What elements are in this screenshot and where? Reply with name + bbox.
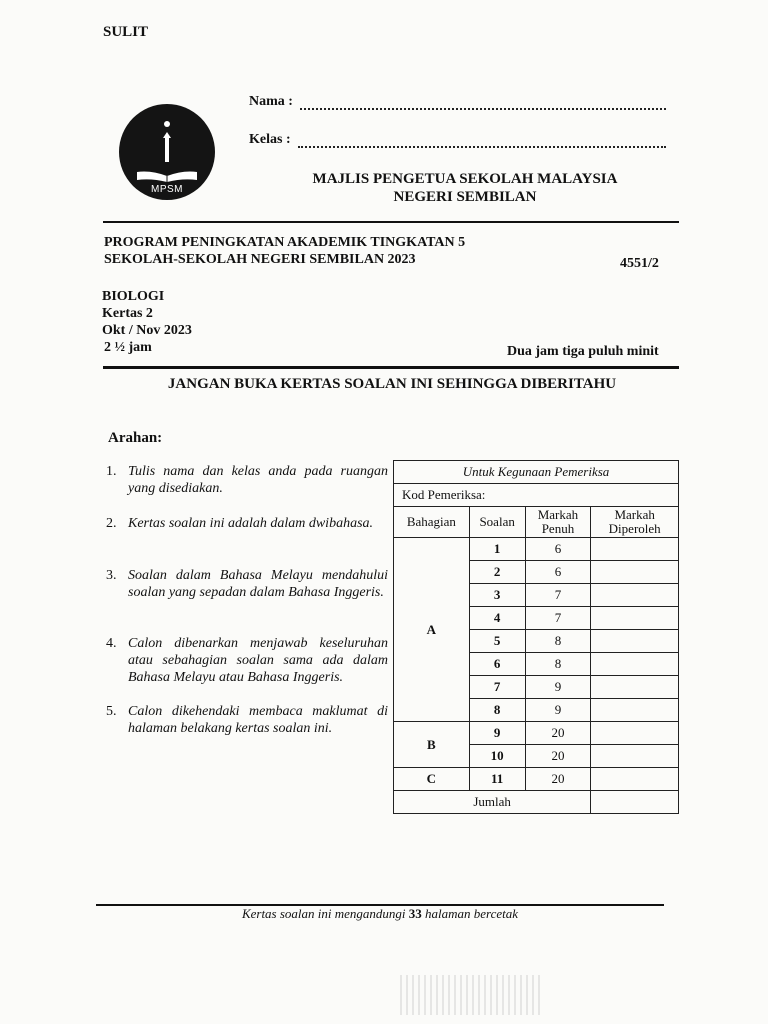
footer-text-pre: Kertas soalan ini mengandungi — [241, 906, 406, 921]
instruction-text: Calon dibenarkan menjawab keseluruhan atau sebahagian soalan sama ada dalam Bahasa Melayu atau Bahasa Inggeris. — [128, 636, 388, 685]
duration-words: Dua jam tiga puluh minit — [507, 344, 659, 359]
instruction-number: 5. — [106, 704, 117, 719]
instruction-item — [106, 635, 388, 686]
question-number: 3 — [469, 584, 525, 607]
section-b: B — [394, 722, 470, 768]
question-number: 9 — [469, 722, 525, 745]
instruction-text: Soalan dalam Bahasa Melayu mendahului soalan yang sepadan dalam Bahasa Inggeris. — [128, 568, 388, 600]
footer-note — [96, 906, 664, 922]
header-markah-penuh: Markah Penuh — [525, 507, 591, 538]
program-title — [104, 234, 465, 268]
program-line-2: SEKOLAH-SEKOLAH NEGERI SEMBILAN 2023 — [104, 252, 416, 267]
question-number: 6 — [469, 653, 525, 676]
total-label: Jumlah — [394, 791, 591, 814]
full-marks: 7 — [525, 607, 591, 630]
instruction-number: 1. — [106, 464, 117, 479]
full-marks: 6 — [525, 538, 591, 561]
instruction-item — [106, 463, 388, 497]
footer-page-count: 33 — [408, 906, 422, 921]
full-marks: 20 — [525, 722, 591, 745]
question-number: 11 — [469, 768, 525, 791]
name-field[interactable] — [300, 108, 666, 110]
open-book-icon — [135, 170, 199, 182]
marks-obtained[interactable] — [591, 722, 679, 745]
marks-obtained[interactable] — [591, 653, 679, 676]
crescent-star-icon — [149, 110, 185, 170]
marks-obtained[interactable] — [591, 584, 679, 607]
marks-obtained[interactable] — [591, 768, 679, 791]
paper-code: 4551/2 — [620, 256, 659, 271]
instruction-text: Kertas soalan ini adalah dalam dwibahasa. — [128, 516, 374, 531]
marks-obtained[interactable] — [591, 676, 679, 699]
instruction-text: Tulis nama dan kelas anda pada ruangan yang disediakan. — [128, 464, 388, 496]
name-label: Nama : — [249, 94, 293, 109]
council-name — [250, 170, 680, 206]
total-marks-obtained[interactable] — [591, 791, 679, 814]
footer-text-post: halaman bercetak — [425, 906, 519, 921]
marks-obtained[interactable] — [591, 745, 679, 768]
paper-number: Kertas 2 — [102, 306, 153, 321]
question-number: 2 — [469, 561, 525, 584]
table-row — [394, 791, 679, 814]
subject-block — [102, 288, 192, 356]
examiner-code[interactable]: Kod Pemeriksa: — [394, 484, 679, 507]
divider-top — [103, 221, 679, 223]
question-number: 4 — [469, 607, 525, 630]
full-marks: 9 — [525, 699, 591, 722]
header-soalan: Soalan — [469, 507, 525, 538]
instruction-item — [106, 567, 388, 601]
table-row — [394, 768, 679, 791]
question-number: 5 — [469, 630, 525, 653]
instruction-number: 2. — [106, 516, 117, 531]
marks-obtained[interactable] — [591, 561, 679, 584]
instruction-item — [106, 515, 388, 532]
section-a: A — [394, 538, 470, 722]
examiner-table — [393, 460, 679, 814]
marks-obtained[interactable] — [591, 699, 679, 722]
instruction-item — [106, 703, 388, 737]
instruction-number: 4. — [106, 636, 117, 651]
question-number: 1 — [469, 538, 525, 561]
full-marks: 7 — [525, 584, 591, 607]
exam-hours: 2 ½ jam — [104, 340, 152, 355]
marks-obtained[interactable] — [591, 607, 679, 630]
section-c: C — [394, 768, 470, 791]
marks-obtained[interactable] — [591, 630, 679, 653]
full-marks: 8 — [525, 653, 591, 676]
full-marks: 8 — [525, 630, 591, 653]
warning-text: JANGAN BUKA KERTAS SOALAN INI SEHINGGA DIBERITAHU — [167, 376, 617, 392]
class-label: Kelas : — [249, 132, 291, 147]
class-field[interactable] — [298, 146, 666, 148]
full-marks: 6 — [525, 561, 591, 584]
table-row — [394, 722, 679, 745]
marks-obtained[interactable] — [591, 538, 679, 561]
program-line-1: PROGRAM PENINGKATAN AKADEMIK TINGKATAN 5 — [104, 235, 466, 250]
header-markah-diperoleh: Markah Diperoleh — [591, 507, 679, 538]
instructions-title: Arahan: — [108, 430, 163, 446]
sulit-label: SULIT — [103, 24, 149, 40]
header-bahagian: Bahagian — [394, 507, 470, 538]
question-number: 10 — [469, 745, 525, 768]
instruction-text: Calon dikehendaki membaca maklumat di halaman belakang kertas soalan ini. — [128, 704, 388, 736]
scan-smudge — [400, 975, 540, 1015]
divider-middle — [103, 366, 679, 369]
instruction-number: 3. — [106, 568, 117, 583]
full-marks: 20 — [525, 768, 591, 791]
logo-text: MPSM — [151, 184, 183, 195]
question-number: 8 — [469, 699, 525, 722]
full-marks: 9 — [525, 676, 591, 699]
table-row — [394, 538, 679, 561]
full-marks: 20 — [525, 745, 591, 768]
table-title: Untuk Kegunaan Pemeriksa — [394, 461, 679, 484]
subject-name: BIOLOGI — [102, 289, 165, 304]
mpsm-logo — [119, 104, 215, 200]
council-line-1: MAJLIS PENGETUA SEKOLAH MALAYSIA — [312, 171, 618, 187]
council-line-2: NEGERI SEMBILAN — [393, 189, 537, 205]
exam-session: Okt / Nov 2023 — [102, 323, 192, 338]
question-number: 7 — [469, 676, 525, 699]
